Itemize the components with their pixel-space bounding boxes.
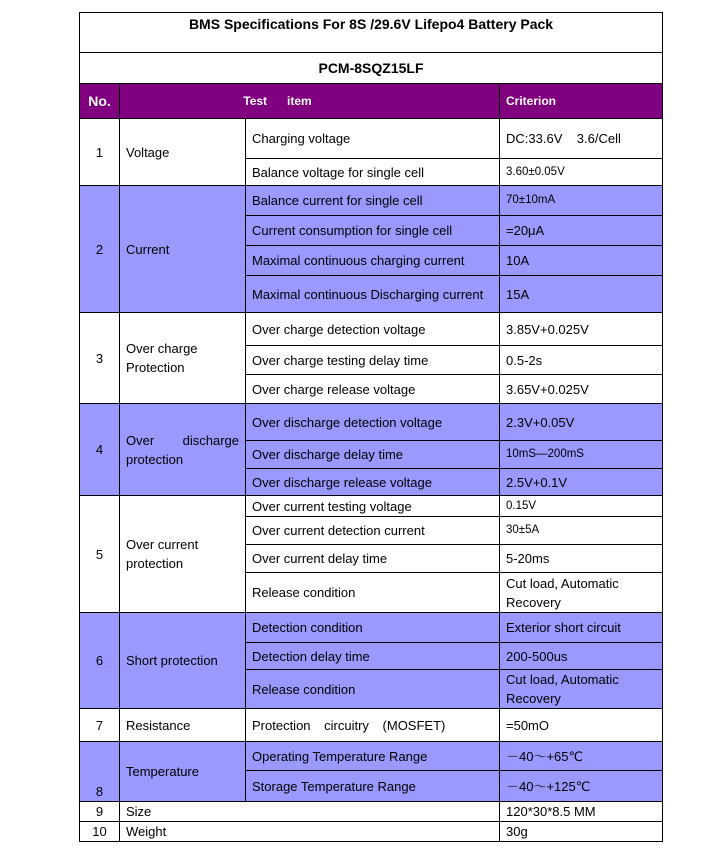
item-value: 200-500us xyxy=(500,643,663,670)
row-group: Over current protection xyxy=(120,496,246,613)
item-label: Charging voltage xyxy=(246,119,500,159)
item-value: =50mO xyxy=(500,709,663,742)
row-number: 5 xyxy=(80,496,120,613)
row-group: Weight xyxy=(120,822,500,842)
table-row xyxy=(80,613,663,643)
item-value: 3.65V+0.025V xyxy=(500,375,663,404)
row-group: Resistance xyxy=(120,709,246,742)
item-value: 0.5-2s xyxy=(500,346,663,375)
item-label: Over current testing voltage xyxy=(246,496,500,517)
item-label: Over discharge delay time xyxy=(246,441,500,469)
item-label: Balance voltage for single cell xyxy=(246,159,500,186)
item-label: Over charge detection voltage xyxy=(246,313,500,346)
item-label: Over discharge detection voltage xyxy=(246,404,500,441)
item-value: －40～+65℃ xyxy=(500,742,663,771)
title-row xyxy=(80,13,663,53)
header-no: No. xyxy=(80,84,120,119)
item-value: 30g xyxy=(500,822,663,842)
row-number: 1 xyxy=(80,119,120,186)
table-row xyxy=(80,186,663,216)
item-label: Over discharge release voltage xyxy=(246,469,500,496)
row-number: 8 xyxy=(80,742,120,802)
item-value: Cut load, Automatic Recovery xyxy=(500,670,663,709)
model-name: PCM-8SQZ15LF xyxy=(80,53,663,84)
row-number: 3 xyxy=(80,313,120,404)
item-value: 10A xyxy=(500,246,663,276)
table-row xyxy=(80,119,663,159)
table-row xyxy=(80,404,663,441)
row-number: 2 xyxy=(80,186,120,313)
item-label: Release condition xyxy=(246,670,500,709)
item-value: 3.60±0.05V xyxy=(500,159,663,186)
item-value: =20μA xyxy=(500,216,663,246)
item-value: 5-20ms xyxy=(500,545,663,573)
item-label: Maximal continuous Discharging current xyxy=(246,276,500,313)
header-criterion: Criterion xyxy=(500,84,663,119)
row-group: Current xyxy=(120,186,246,313)
item-value: 3.85V+0.025V xyxy=(500,313,663,346)
item-label: Release condition xyxy=(246,573,500,613)
item-value: DC:33.6V 3.6/Cell xyxy=(500,119,663,159)
row-number: 10 xyxy=(80,822,120,842)
header-test-item: Test item xyxy=(120,84,500,119)
table-row xyxy=(80,742,663,771)
item-value: －40～+125℃ xyxy=(500,771,663,802)
item-value: 120*30*8.5 MM xyxy=(500,802,663,822)
row-group: Over charge Protection xyxy=(120,313,246,404)
header-row xyxy=(80,84,663,119)
item-label: Over charge testing delay time xyxy=(246,346,500,375)
item-value: 0.15V xyxy=(500,496,663,517)
table-row xyxy=(80,822,663,842)
row-number: 9 xyxy=(80,802,120,822)
model-row xyxy=(80,53,663,84)
item-value: Exterior short circuit xyxy=(500,613,663,643)
item-label: Protection circuitry (MOSFET) xyxy=(246,709,500,742)
table-row xyxy=(80,313,663,346)
item-label: Detection delay time xyxy=(246,643,500,670)
item-value: Cut load, Automatic Recovery xyxy=(500,573,663,613)
row-group: Voltage xyxy=(120,119,246,186)
item-value: 15A xyxy=(500,276,663,313)
item-value: 2.5V+0.1V xyxy=(500,469,663,496)
row-group: Temperature xyxy=(120,742,246,802)
item-label: Over current detection current xyxy=(246,517,500,545)
item-value: 2.3V+0.05V xyxy=(500,404,663,441)
row-number: 4 xyxy=(80,404,120,496)
item-label: Storage Temperature Range xyxy=(246,771,500,802)
item-label: Detection condition xyxy=(246,613,500,643)
item-label: Maximal continuous charging current xyxy=(246,246,500,276)
row-number: 6 xyxy=(80,613,120,709)
table-row xyxy=(80,709,663,742)
table-title: BMS Specifications For 8S /29.6V Lifepo4 Battery Pack xyxy=(80,13,663,53)
item-label: Operating Temperature Range xyxy=(246,742,500,771)
item-value: 70±10mA xyxy=(500,186,663,216)
item-value: 10mS—200mS xyxy=(500,441,663,469)
row-group: Size xyxy=(120,802,500,822)
bms-spec-table xyxy=(79,12,663,842)
table-row xyxy=(80,496,663,517)
item-label: Over current delay time xyxy=(246,545,500,573)
item-label: Over charge release voltage xyxy=(246,375,500,404)
table-row xyxy=(80,802,663,822)
row-group: Over discharge protection xyxy=(120,404,246,496)
row-group: Short protection xyxy=(120,613,246,709)
item-label: Balance current for single cell xyxy=(246,186,500,216)
item-label: Current consumption for single cell xyxy=(246,216,500,246)
item-value: 30±5A xyxy=(500,517,663,545)
row-number: 7 xyxy=(80,709,120,742)
